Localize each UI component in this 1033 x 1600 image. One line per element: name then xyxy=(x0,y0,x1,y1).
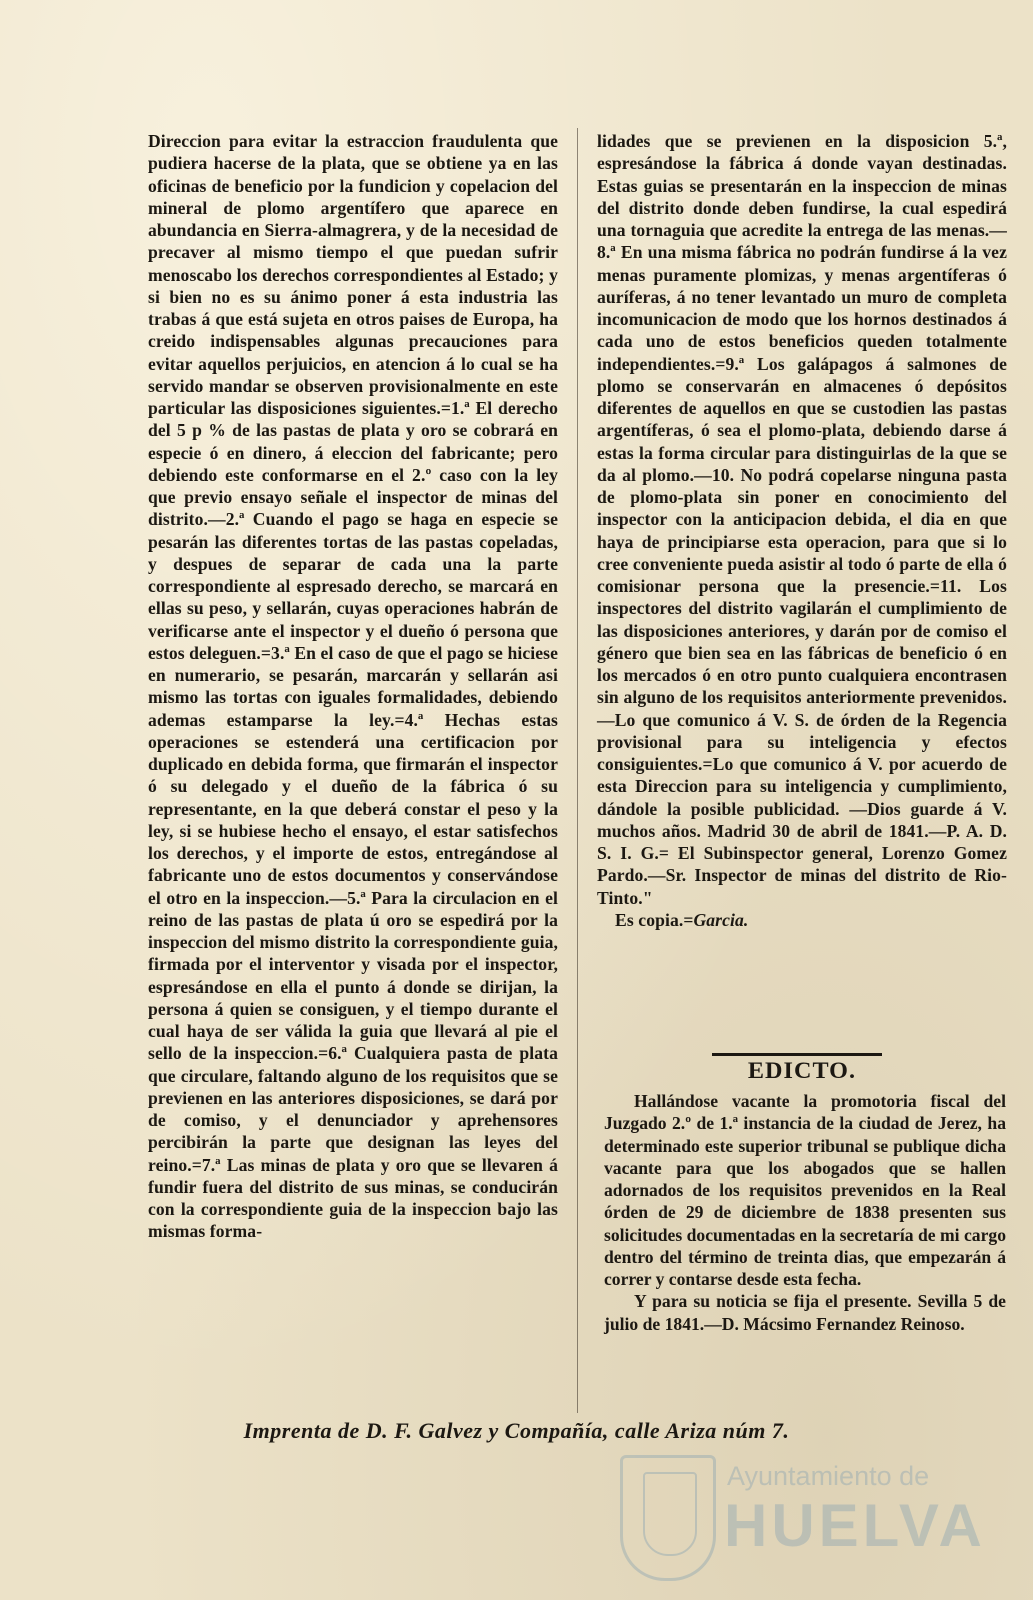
watermark-line2: HUELVA xyxy=(724,1492,986,1559)
right-column-text: lidades que se previenen en la disposicion 5.ª, espresándose la fábrica á donde vayan destinadas. Estas guias se presentarán en la inspeccion de minas del distrito donde deben fundirse, la cual espedirá una tornaguia que acredite la entrega de las menas.—8.ª En una misma fábrica no podrán fundirse á la vez menas puramente plomizas, y menas argentíferas ó auríferas, á no tener levantado un muro de completa incomunicacion de modo que los hornos destinados á cada uno de estos beneficios queden totalmente independientes.=9.ª Los galápagos á salmones de plomo se conservarán en almacenes ó depósitos diferentes de aquellos en que se custodien las pastas argentíferas, ó sea el plomo-plata, debiendo darse á estas la forma circular para distinguirlas de la que se da al plomo.—10. No podrá copelarse ninguna pasta de plomo-plata sin poner en conocimiento del inspector con la anticipacion debida, el dia en que haya de principiarse esta operacion, para que si lo cree conveniente pueda asistir al todo ó parte de ella ó comisionar persona que la presencie.=11. Los inspectores del distrito vagilarán el cumplimiento de las disposiciones anteriores, y darán por de comiso el género que bien sea en las fábricas de beneficio ó en los mercados ó en otro punto cualquiera encontrasen sin alguno de los requisitos anteriormente prevenidos.—Lo que comunico á V. S. de órden de la Regencia provisional para su inteligencia y efectos consiguientes.=Lo que comunico á V. por acuerdo de esta Direccion para su inteligencia y cumplimiento, dándole la posible publicidad. —Dios guarde á V. muchos años. Madrid 30 de abril de 1841.—P. A. D. S. I. G.= El Subinspector general, Lorenzo Gomez Pardo.—Sr. Inspector de minas del distrito de Rio-Tinto." xyxy=(597,131,1007,908)
column-divider xyxy=(577,128,578,1413)
copy-line-name: Garcia. xyxy=(693,909,749,930)
edict-divider xyxy=(712,1053,882,1056)
edict-body xyxy=(604,1090,1006,1335)
edict-paragraph-2: Y para su noticia se fija el presente. Sevilla 5 de julio de 1841.—D. Mácsimo Fernandez Reinoso. xyxy=(604,1291,1006,1334)
copy-line-prefix: Es copia.= xyxy=(615,909,694,930)
edict-title: EDICTO. xyxy=(747,1058,857,1083)
archive-watermark xyxy=(612,1455,986,1590)
right-column xyxy=(597,130,1007,931)
watermark-line1: Ayuntamiento de xyxy=(727,1461,930,1491)
printer-footer: Imprenta de D. F. Galvez y Compañía, calle Ariza núm 7. xyxy=(243,1418,790,1443)
edict-paragraph-1: Hallándose vacante la promotoria fiscal del Juzgado 2.º de 1.ª instancia de la ciudad de Jerez, ha determinado este superior tribunal se publique dicha vacante para que los abogados que se hallen adornados de los requisitos prevenidos en la Real órden de 29 de diciembre de 1838 presenten sus solicitudes documentadas en la secretaría de mi cargo dentro del término de treinta dias, que empezarán á correr y contarse desde esta fecha. xyxy=(604,1091,1006,1289)
left-column-text: Direccion para evitar la estraccion fraudulenta que pudiera hacerse de la plata, que se obtiene ya en las oficinas de beneficio por la fundicion y copelacion del mineral de plomo argentífero que aparece en abundancia en Sierra-almagrera, y de la necesidad de precaver al mismo tiempo el que puedan sufrir menoscabo los derechos correspondientes al Estado; y si bien no es su ánimo poner á esta industria las trabas á que está sujeta en otros paises de Europa, ha creido indispensables algunas precauciones para evitar aquellos perjuicios, en atencion á lo cual se ha servido mandar se observen provisionalmente en este particular las disposiciones siguientes.=1.ª El derecho del 5 p % de las pastas de plata y oro se cobrará en especie ó en dinero, á eleccion del fabricante; pero debiendo este conformarse en el 2.º caso con la ley que previo ensayo señale el inspector de minas del distrito.—2.ª Cuando el pago se haga en especie se pesarán las diferentes tortas de las pastas copeladas, y despues de separar de cada una la parte correspondiente al espresado derecho, se marcará en ellas su peso, y sellarán, cuyas operaciones habrán de verificarse ante el inspector y el dueño ó persona que estos deleguen.=3.ª En el caso de que el pago se hiciese en numerario, se pesarán, marcarán y sellarán asi mismo las tortas con iguales formalidades, debiendo ademas estamparse la ley.=4.ª Hechas estas operaciones se estenderá una certificacion por duplicado en debida forma, que firmarán el inspector ó su delegado y el dueño de la fábrica ó su representante, en la que deberá constar el peso y la ley, si se hubiese hecho el ensayo, el estar satisfechos los derechos, y el importe de estos, entregándose al fabricante uno de estos documentos y conservándose el otro en la inspeccion.—5.ª Para la circulacion en el reino de las pastas de plata ú oro se espedirá por la inspeccion del mismo distrito la correspondiente guia, firmada por el interventor y visada por el inspector, espresándose en ella el punto á donde se dirijan, la persona á quien se consiguen, y el tiempo durante el cual haya de ser válida la guia que llevará al pie el sello de la inspeccion.=6.ª Cualquiera pasta de plata que circulare, faltando alguno de los requisitos que se previenen en las anteriores disposiciones, se dará por de comiso, y el denunciador y aprehensores percibirán la parte que designan las leyes del reino.=7.ª Las minas de plata y oro que se llevaren á fundir fuera del distrito de sus minas, se conducirán con la correspondiente guia de la inspeccion bajo las mismas forma- xyxy=(148,131,558,1242)
left-column xyxy=(148,130,558,1243)
coat-of-arms-icon xyxy=(620,1455,716,1581)
copy-line xyxy=(597,909,1007,931)
